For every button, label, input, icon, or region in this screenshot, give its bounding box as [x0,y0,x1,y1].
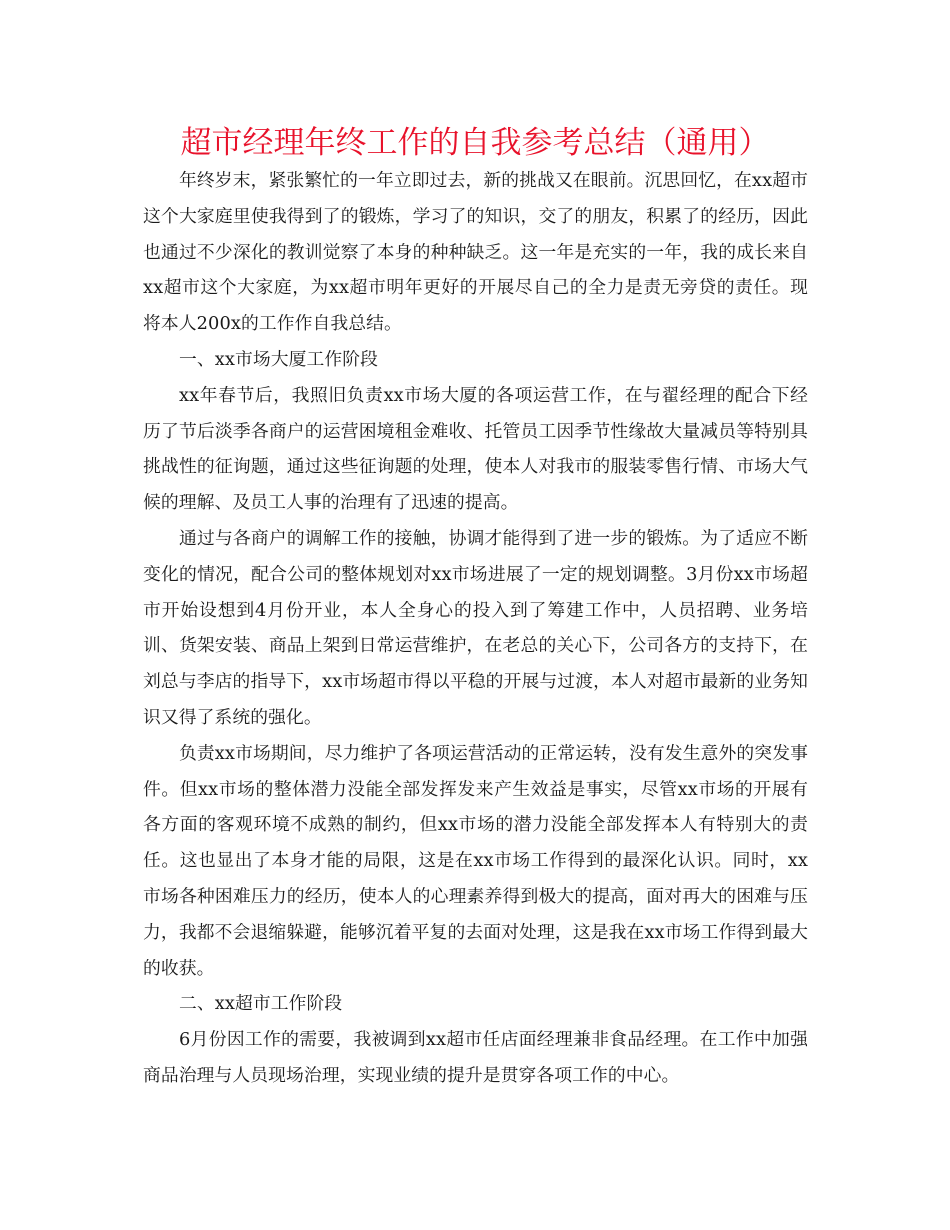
document-title: 超市经理年终工作的自我参考总结（通用） [180,125,770,161]
paragraph-3: 负责xx市场期间，尽力维护了各项运营活动的正常运转，没有发生意外的突发事件。但xx市场的整体潜力没能全部发挥发来产生效益是事实，尽管xx市场的开展有各方面的客观环境不成熟的制约，但xx市场的潜力没能全部发挥本人有特别大的责任。这也显出了本身才能的局限，这是在xx市场工作得到的最深化认识。同时，xx市场各种困难压力的经历，使本人的心理素养得到极大的提高，面对再大的困难与压力，我都不会退缩躲避，能够沉着平复的去面对处理，这是我在xx市场工作得到最大的收获。 [143,742,808,979]
section-heading-2: 二、xx超市工作阶段 [179,993,343,1015]
paragraph-intro: 年终岁末，紧张繁忙的一年立即过去，新的挑战又在眼前。沉思回忆，在xx超市这个大家庭里使我得到了的锻炼，学习了的知识，交了的朋友，积累了的经历，因此也通过不少深化的教训觉察了本身的种种缺乏。这一年是充实的一年，我的成长来自xx超市这个大家庭，为xx超市明年更好的开展尽自己的全力是责无旁贷的责任。现将本人200x的工作作自我总结。 [143,170,808,335]
document-body [143,163,808,1094]
paragraph-4: 6月份因工作的需要，我被调到xx超市任店面经理兼非食品经理。在工作中加强商品治理与人员现场治理，实现业绩的提升是贯穿各项工作的中心。 [143,1029,808,1086]
paragraph-2: 通过与各商户的调解工作的接触，协调才能得到了进一步的锻炼。为了适应不断变化的情况，配合公司的整体规划对xx市场进展了一定的规划调整。3月份xx市场超市开始设想到4月份开业，本人全身心的投入到了筹建工作中，人员招聘、业务培训、货架安装、商品上架到日常运营维护，在老总的关心下，公司各方的支持下，在刘总与李店的指导下，xx市场超市得以平稳的开展与过渡，本人对超市最新的业务知识又得了系统的强化。 [143,527,808,728]
paragraph-1: xx年春节后，我照旧负责xx市场大厦的各项运营工作，在与翟经理的配合下经历了节后淡季各商户的运营困境租金难收、托管员工因季节性缘故大量减员等特别具挑战性的征询题，通过这些征询题的处理，使本人对我市的服装零售行情、市场大气候的理解、及员工人事的治理有了迅速的提高。 [143,384,808,514]
section-heading-1: 一、xx市场大厦工作阶段 [179,348,379,370]
